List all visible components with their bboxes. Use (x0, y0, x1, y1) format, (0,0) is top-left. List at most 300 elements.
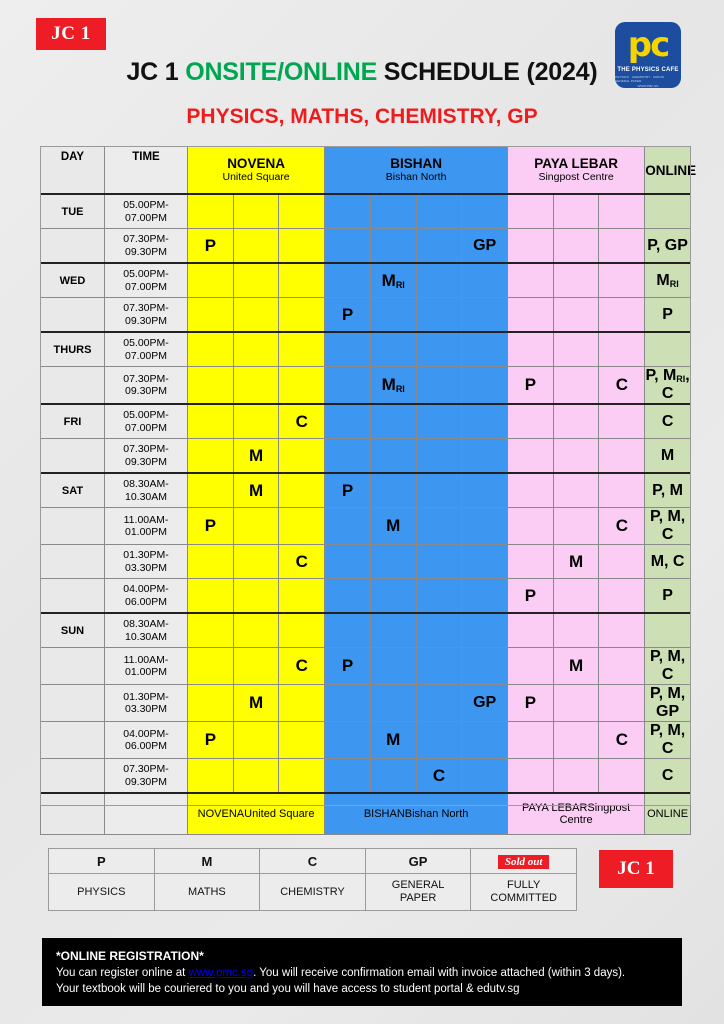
slot-paya-lebar-1[interactable] (508, 298, 554, 333)
slot-paya-lebar-1[interactable] (508, 508, 554, 545)
slot-novena-2[interactable] (233, 722, 279, 759)
slot-novena-1[interactable] (188, 332, 234, 367)
slot-paya-lebar-3[interactable] (599, 473, 645, 508)
slot-paya-lebar-3[interactable] (599, 759, 645, 794)
legend-name-2: MATHS (154, 874, 260, 911)
slot-novena-1[interactable] (188, 367, 234, 405)
slot-paya-lebar-1[interactable] (508, 194, 554, 229)
slot-bishan-1[interactable] (325, 759, 371, 794)
time-cell: 11.00AM- 01.00PM (105, 508, 188, 545)
slot-novena-1[interactable] (188, 545, 234, 579)
slot-bishan-3[interactable] (416, 545, 462, 579)
slot-paya-lebar-3[interactable]: C (599, 367, 645, 405)
schedule-row (41, 404, 691, 439)
day-cell: SUN (41, 613, 105, 648)
venue-header-bishan (325, 147, 508, 195)
footer-cell-day (41, 793, 105, 835)
slot-bishan-4[interactable] (462, 613, 508, 648)
logo-mark: pc (627, 25, 669, 65)
slot-paya-lebar-3[interactable] (599, 648, 645, 685)
slot-bishan-3[interactable] (416, 332, 462, 367)
slot-novena-1[interactable] (188, 613, 234, 648)
slot-bishan-1[interactable] (325, 545, 371, 579)
slot-novena-1[interactable] (188, 648, 234, 685)
slot-bishan-2[interactable] (370, 439, 416, 474)
note-line-2: Your textbook will be couriered to you and you will have access to student portal & edutv.sg (56, 983, 520, 995)
note-line-1 (56, 967, 625, 979)
online-registration-note (42, 938, 682, 1006)
legend-code-5 (471, 849, 577, 874)
slot-bishan-4[interactable] (462, 367, 508, 405)
slot-novena-2[interactable] (233, 263, 279, 298)
slot-novena-3[interactable]: C (279, 545, 325, 579)
slot-bishan-3[interactable] (416, 298, 462, 333)
slot-novena-1[interactable] (188, 759, 234, 794)
slot-bishan-3[interactable] (416, 613, 462, 648)
slot-bishan-4[interactable] (462, 332, 508, 367)
slot-paya-lebar-2[interactable] (553, 722, 599, 759)
slot-online[interactable]: P (645, 579, 691, 614)
slot-bishan-3[interactable] (416, 685, 462, 722)
venue-name: ONLINE (645, 162, 697, 178)
slot-novena-1[interactable] (188, 298, 234, 333)
day-cell (41, 685, 105, 722)
legend-code-4: GP (365, 849, 471, 874)
slot-online[interactable]: P, M, C (645, 508, 691, 545)
slot-novena-2[interactable] (233, 545, 279, 579)
slot-online[interactable]: C (645, 759, 691, 794)
slot-novena-2[interactable] (233, 579, 279, 614)
title-post: SCHEDULE (2024) (377, 58, 598, 86)
slot-bishan-3[interactable] (416, 367, 462, 405)
slot-paya-lebar-2[interactable]: M (553, 545, 599, 579)
day-cell (41, 579, 105, 614)
venue-footer-paya-lebar (508, 793, 645, 835)
slot-paya-lebar-2[interactable]: M (553, 648, 599, 685)
slot-novena-2[interactable] (233, 194, 279, 229)
time-cell: 07.30PM- 09.30PM (105, 439, 188, 474)
slot-bishan-3[interactable] (416, 473, 462, 508)
slot-novena-3[interactable] (279, 229, 325, 264)
schedule-row (41, 263, 691, 298)
slot-online[interactable]: C (645, 404, 691, 439)
slot-bishan-3[interactable] (416, 648, 462, 685)
slot-bishan-2[interactable] (370, 194, 416, 229)
slot-paya-lebar-2[interactable] (553, 194, 599, 229)
slot-novena-3[interactable] (279, 332, 325, 367)
slot-novena-1[interactable]: P (188, 229, 234, 264)
day-cell (41, 367, 105, 405)
time-cell: 01.30PM- 03.30PM (105, 685, 188, 722)
slot-bishan-1[interactable] (325, 613, 371, 648)
slot-bishan-1[interactable] (325, 439, 371, 474)
slot-bishan-4[interactable] (462, 439, 508, 474)
slot-novena-1[interactable]: P (188, 722, 234, 759)
slot-bishan-3[interactable] (416, 579, 462, 614)
schedule-row (41, 229, 691, 264)
logo-line-3: WWW.PMC.SG (637, 84, 659, 88)
schedule-footer-row (41, 793, 691, 835)
schedule-row (41, 579, 691, 614)
sold-out-badge: Sold out (498, 855, 550, 869)
schedule-row (41, 759, 691, 794)
slot-novena-1[interactable]: P (188, 508, 234, 545)
slot-bishan-2[interactable] (370, 229, 416, 264)
slot-paya-lebar-1[interactable] (508, 613, 554, 648)
slot-bishan-2[interactable] (370, 332, 416, 367)
venue-footer-novena (188, 793, 325, 835)
slot-bishan-1[interactable]: P (325, 648, 371, 685)
slot-novena-3[interactable] (279, 613, 325, 648)
slot-bishan-2[interactable] (370, 298, 416, 333)
slot-bishan-1[interactable] (325, 229, 371, 264)
schedule-header-row (41, 147, 691, 195)
slot-novena-2[interactable] (233, 332, 279, 367)
slot-novena-2[interactable] (233, 367, 279, 405)
slot-novena-3[interactable] (279, 439, 325, 474)
slot-online[interactable]: P, M, GP (645, 685, 691, 722)
slot-bishan-2[interactable] (370, 545, 416, 579)
slot-paya-lebar-3[interactable] (599, 579, 645, 614)
slot-bishan-2[interactable]: MRI (370, 367, 416, 405)
slot-paya-lebar-1[interactable] (508, 229, 554, 264)
day-cell: FRI (41, 404, 105, 439)
slot-bishan-4[interactable] (462, 263, 508, 298)
slot-online[interactable]: P, M (645, 473, 691, 508)
slot-bishan-4[interactable] (462, 508, 508, 545)
time-cell: 07.30PM- 09.30PM (105, 367, 188, 405)
slot-bishan-1[interactable] (325, 508, 371, 545)
schedule-row (41, 508, 691, 545)
slot-bishan-4[interactable] (462, 473, 508, 508)
day-cell (41, 545, 105, 579)
legend-name-3: CHEMISTRY (260, 874, 366, 911)
time-cell: 05.00PM- 07.00PM (105, 194, 188, 229)
schedule-row (41, 367, 691, 405)
schedule-row (41, 298, 691, 333)
slot-bishan-1[interactable] (325, 579, 371, 614)
slot-novena-3[interactable] (279, 194, 325, 229)
slot-bishan-2[interactable]: M (370, 722, 416, 759)
day-cell: THURS (41, 332, 105, 367)
slot-paya-lebar-3[interactable]: C (599, 508, 645, 545)
day-cell (41, 229, 105, 264)
slot-novena-2[interactable] (233, 613, 279, 648)
slot-paya-lebar-3[interactable] (599, 332, 645, 367)
slot-paya-lebar-1[interactable]: P (508, 367, 554, 405)
slot-novena-2[interactable] (233, 759, 279, 794)
slot-bishan-3[interactable] (416, 229, 462, 264)
slot-novena-1[interactable] (188, 685, 234, 722)
slot-bishan-2[interactable] (370, 473, 416, 508)
slot-paya-lebar-1[interactable] (508, 332, 554, 367)
slot-bishan-4[interactable] (462, 759, 508, 794)
legend-name-row (49, 874, 577, 911)
schedule-row (41, 613, 691, 648)
slot-bishan-4[interactable] (462, 579, 508, 614)
slot-bishan-1[interactable] (325, 194, 371, 229)
note-line-1-a: You can register online at (56, 967, 189, 979)
slot-paya-lebar-3[interactable]: C (599, 722, 645, 759)
legend-name-5: FULLY COMMITTED (471, 874, 577, 911)
slot-bishan-4[interactable] (462, 404, 508, 439)
day-cell (41, 508, 105, 545)
slot-paya-lebar-3[interactable] (599, 613, 645, 648)
venue-name: ONLINE (647, 808, 689, 820)
title-highlight: ONSITE/ONLINE (185, 58, 378, 86)
footer-cell-time (105, 793, 188, 835)
slot-bishan-3[interactable] (416, 404, 462, 439)
slot-bishan-2[interactable] (370, 685, 416, 722)
venue-sublocation: United Square (244, 808, 315, 820)
slot-novena-2[interactable]: M (233, 685, 279, 722)
slot-paya-lebar-1[interactable] (508, 545, 554, 579)
venue-footer-bishan (325, 793, 508, 835)
slot-online[interactable]: P, GP (645, 229, 691, 264)
slot-paya-lebar-2[interactable] (553, 332, 599, 367)
slot-novena-3[interactable] (279, 367, 325, 405)
venue-name: BISHAN (390, 156, 442, 171)
slot-bishan-4[interactable]: GP (462, 685, 508, 722)
schedule-row (41, 685, 691, 722)
day-cell: WED (41, 263, 105, 298)
slot-online[interactable]: M, C (645, 545, 691, 579)
page-subtitle: PHYSICS, MATHS, CHEMISTRY, GP (186, 105, 538, 128)
slot-paya-lebar-2[interactable] (553, 613, 599, 648)
slot-bishan-2[interactable] (370, 404, 416, 439)
slot-paya-lebar-2[interactable] (553, 759, 599, 794)
slot-novena-3[interactable]: C (279, 404, 325, 439)
time-cell: 07.30PM- 09.30PM (105, 298, 188, 333)
slot-online[interactable]: P (645, 298, 691, 333)
slot-paya-lebar-2[interactable] (553, 229, 599, 264)
note-title: *ONLINE REGISTRATION* (56, 949, 204, 963)
jc1-badge-top: JC 1 (36, 18, 106, 50)
venue-sublocation: United Square (222, 171, 290, 183)
slot-paya-lebar-1[interactable] (508, 439, 554, 474)
slot-bishan-4[interactable] (462, 194, 508, 229)
slot-bishan-2[interactable]: M (370, 508, 416, 545)
slot-bishan-1[interactable] (325, 722, 371, 759)
time-cell: 05.00PM- 07.00PM (105, 404, 188, 439)
time-cell: 08.30AM- 10.30AM (105, 613, 188, 648)
schedule-row (41, 439, 691, 474)
time-cell: 11.00AM- 01.00PM (105, 648, 188, 685)
slot-paya-lebar-2[interactable] (553, 367, 599, 405)
slot-bishan-1[interactable] (325, 263, 371, 298)
slot-novena-2[interactable] (233, 508, 279, 545)
slot-novena-1[interactable] (188, 263, 234, 298)
slot-novena-3[interactable] (279, 722, 325, 759)
schedule-row (41, 194, 691, 229)
logo-line-1: THE PHYSICS CAFE (617, 67, 679, 73)
schedule-row (41, 545, 691, 579)
schedule-table-container (40, 146, 697, 835)
page-title (0, 58, 724, 87)
slot-paya-lebar-2[interactable] (553, 298, 599, 333)
time-cell: 04.00PM- 06.00PM (105, 579, 188, 614)
legend-code-3: C (260, 849, 366, 874)
venue-name: PAYA LEBAR (521, 802, 588, 814)
slot-bishan-4[interactable] (462, 545, 508, 579)
day-cell: TUE (41, 194, 105, 229)
slot-paya-lebar-2[interactable] (553, 439, 599, 474)
slot-novena-1[interactable] (188, 194, 234, 229)
venue-sublocation: Bishan North (404, 808, 469, 820)
venue-sublocation: Bishan North (385, 171, 447, 183)
slot-paya-lebar-1[interactable] (508, 759, 554, 794)
slot-paya-lebar-3[interactable] (599, 194, 645, 229)
title-pre: JC 1 (126, 58, 186, 86)
slot-bishan-2[interactable]: MRI (370, 263, 416, 298)
slot-bishan-1[interactable]: P (325, 298, 371, 333)
slot-online[interactable]: P, M, C (645, 648, 691, 685)
legend-table (48, 848, 577, 911)
slot-bishan-1[interactable] (325, 367, 371, 405)
slot-paya-lebar-3[interactable] (599, 545, 645, 579)
slot-novena-2[interactable]: M (233, 439, 279, 474)
slot-novena-3[interactable] (279, 298, 325, 333)
venue-name: BISHAN (363, 808, 405, 820)
slot-novena-2[interactable] (233, 229, 279, 264)
slot-bishan-2[interactable] (370, 648, 416, 685)
slot-bishan-2[interactable] (370, 613, 416, 648)
venue-name: NOVENA (197, 808, 245, 820)
day-cell (41, 648, 105, 685)
slot-bishan-4[interactable] (462, 648, 508, 685)
venue-footer-online (645, 793, 691, 835)
slot-paya-lebar-3[interactable] (599, 685, 645, 722)
slot-novena-3[interactable]: C (279, 648, 325, 685)
slot-novena-2[interactable] (233, 648, 279, 685)
slot-online[interactable]: P, MRI, C (645, 367, 690, 402)
slot-novena-3[interactable] (279, 685, 325, 722)
slot-bishan-2[interactable] (370, 759, 416, 794)
day-cell (41, 439, 105, 474)
slot-novena-2[interactable]: M (233, 473, 279, 508)
pmc-website-link[interactable]: www.pmc.sg (188, 967, 254, 979)
slot-paya-lebar-2[interactable] (553, 685, 599, 722)
time-cell: 04.00PM- 06.00PM (105, 722, 188, 759)
time-cell: 05.00PM- 07.00PM (105, 332, 188, 367)
slot-novena-3[interactable] (279, 263, 325, 298)
slot-paya-lebar-3[interactable] (599, 439, 645, 474)
logo-line-2: PHYSICS · CHEMISTRY · MATHS · GENERAL PAPER (615, 75, 667, 83)
jc1-badge-bottom: JC 1 (599, 850, 673, 888)
slot-bishan-1[interactable] (325, 404, 371, 439)
time-cell: 07.30PM- 09.30PM (105, 759, 188, 794)
slot-paya-lebar-2[interactable] (553, 404, 599, 439)
slot-paya-lebar-2[interactable] (553, 579, 599, 614)
day-cell: SAT (41, 473, 105, 508)
header-cell-day: DAY (41, 147, 105, 195)
venue-header-paya-lebar (508, 147, 645, 195)
slot-novena-1[interactable] (188, 439, 234, 474)
slot-novena-3[interactable] (279, 508, 325, 545)
schedule-table (40, 146, 697, 835)
slot-bishan-4[interactable]: GP (462, 229, 508, 264)
slot-novena-2[interactable] (233, 298, 279, 333)
slot-novena-1[interactable] (188, 473, 234, 508)
slot-bishan-3[interactable] (416, 722, 462, 759)
time-cell: 08.30AM- 10.30AM (105, 473, 188, 508)
slot-online[interactable]: MRI (645, 263, 691, 298)
slot-paya-lebar-1[interactable] (508, 473, 554, 508)
legend-code-1: P (49, 849, 155, 874)
slot-paya-lebar-1[interactable] (508, 404, 554, 439)
venue-sublocation: Singpost Centre (559, 802, 631, 826)
slot-bishan-3[interactable] (416, 263, 462, 298)
slot-bishan-3[interactable] (416, 439, 462, 474)
slot-online[interactable]: P, M, C (645, 722, 691, 759)
venue-name: PAYA LEBAR (534, 156, 618, 171)
venue-sublocation: Singpost Centre (538, 171, 614, 183)
slot-bishan-3[interactable] (416, 508, 462, 545)
legend-container (48, 848, 577, 911)
slot-paya-lebar-1[interactable]: P (508, 579, 554, 614)
venue-header-online (645, 147, 697, 195)
slot-online[interactable] (645, 613, 691, 648)
day-cell (41, 722, 105, 759)
slot-novena-1[interactable] (188, 579, 234, 614)
slot-bishan-1[interactable] (325, 685, 371, 722)
slot-bishan-1[interactable]: P (325, 473, 371, 508)
slot-bishan-3[interactable]: C (416, 759, 462, 794)
slot-paya-lebar-2[interactable] (553, 473, 599, 508)
slot-novena-3[interactable] (279, 759, 325, 794)
header-cell-time: TIME (105, 147, 188, 195)
slot-bishan-1[interactable] (325, 332, 371, 367)
slot-paya-lebar-3[interactable] (599, 404, 645, 439)
legend-name-4: GENERAL PAPER (365, 874, 471, 911)
schedule-row (41, 648, 691, 685)
note-line-1-b: . You will receive confirmation email with invoice attached (within 3 days). (253, 967, 626, 979)
legend-name-1: PHYSICS (49, 874, 155, 911)
legend-code-2: M (154, 849, 260, 874)
venue-header-novena (188, 147, 325, 195)
time-cell: 07.30PM- 09.30PM (105, 229, 188, 264)
slot-paya-lebar-1[interactable]: P (508, 685, 554, 722)
slot-bishan-3[interactable] (416, 194, 462, 229)
legend-code-row (49, 849, 577, 874)
schedule-row (41, 473, 691, 508)
slot-bishan-2[interactable] (370, 579, 416, 614)
slot-online[interactable] (645, 332, 691, 367)
slot-paya-lebar-1[interactable] (508, 648, 554, 685)
slot-bishan-4[interactable] (462, 298, 508, 333)
day-cell (41, 759, 105, 794)
slot-paya-lebar-1[interactable] (508, 263, 554, 298)
slot-online[interactable] (645, 194, 691, 229)
day-cell (41, 298, 105, 333)
slot-paya-lebar-3[interactable] (599, 229, 645, 264)
slot-online[interactable]: M (645, 439, 691, 474)
slot-novena-3[interactable] (279, 579, 325, 614)
slot-paya-lebar-3[interactable] (599, 263, 645, 298)
slot-bishan-4[interactable] (462, 722, 508, 759)
slot-paya-lebar-2[interactable] (553, 263, 599, 298)
slot-paya-lebar-3[interactable] (599, 298, 645, 333)
time-cell: 01.30PM- 03.30PM (105, 545, 188, 579)
slot-paya-lebar-1[interactable] (508, 722, 554, 759)
slot-novena-1[interactable] (188, 404, 234, 439)
slot-paya-lebar-2[interactable] (553, 508, 599, 545)
slot-novena-3[interactable] (279, 473, 325, 508)
slot-novena-2[interactable] (233, 404, 279, 439)
schedule-row (41, 722, 691, 759)
schedule-row (41, 332, 691, 367)
venue-name: NOVENA (227, 156, 285, 171)
